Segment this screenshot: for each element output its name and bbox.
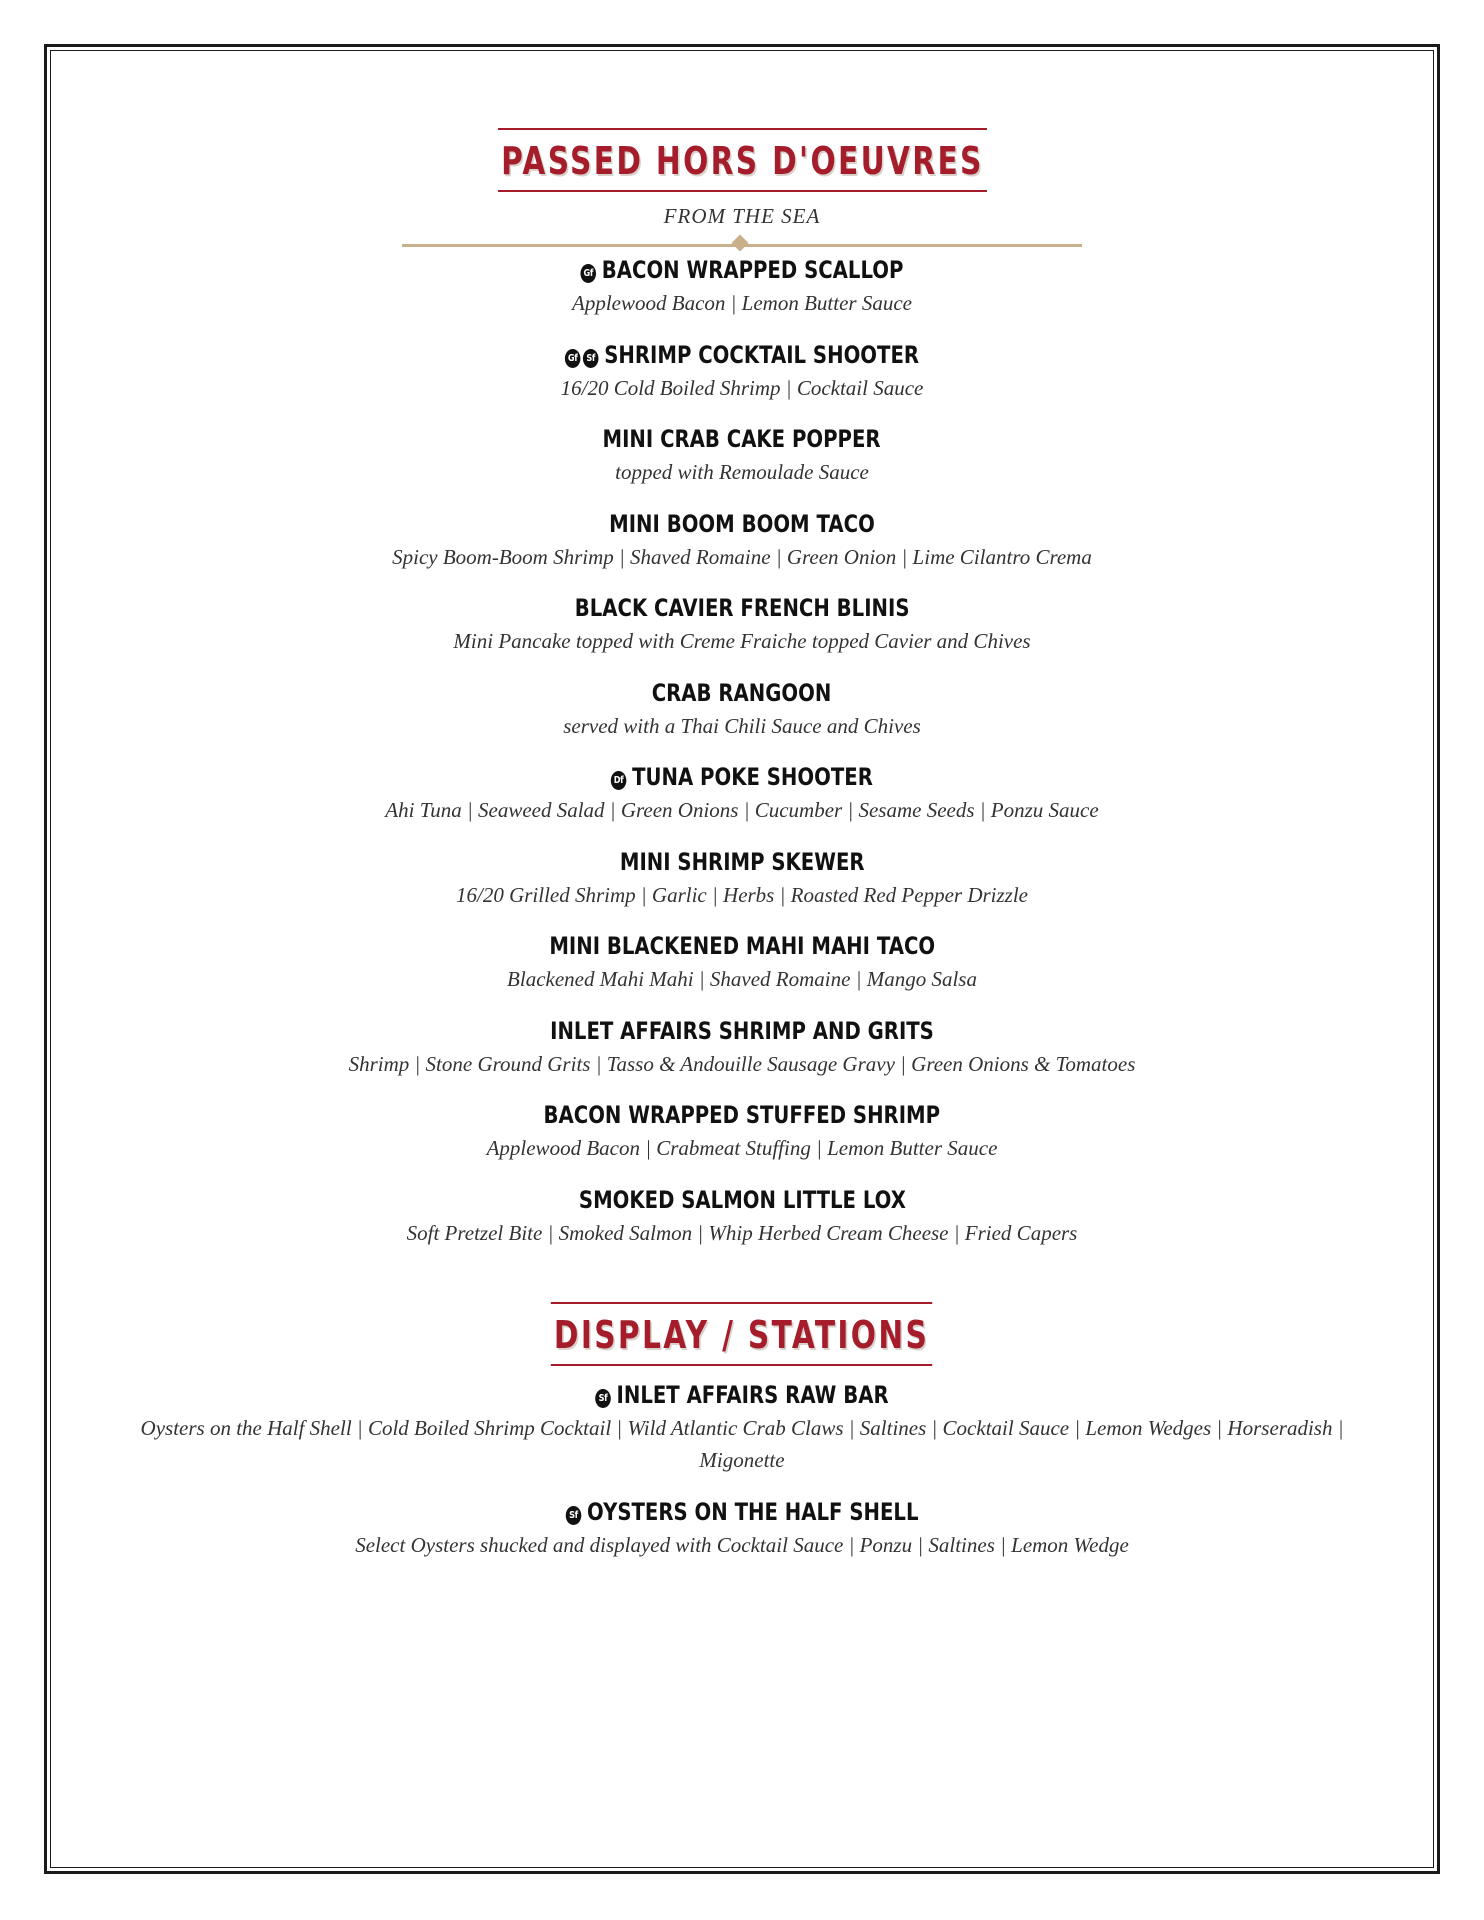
menu-item-name — [544, 1100, 941, 1130]
menu-item-name — [575, 593, 910, 623]
menu-item-name — [620, 847, 865, 877]
menu-item-name-text: MINI CRAB CAKE POPPER — [602, 425, 882, 454]
menu-item-name — [611, 762, 873, 792]
menu-item — [60, 1016, 1424, 1081]
menu-item-list — [60, 255, 1424, 1250]
menu-item-name — [565, 340, 919, 370]
section-title: PASSED HORS D'OEUVRES — [498, 128, 987, 192]
menu-item-name-text: OYSTERS ON THE HALF SHELL — [586, 1497, 919, 1526]
dietary-badge-icon: Sf — [595, 1389, 611, 1408]
menu-item-name-text: MINI BOOM BOOM TACO — [609, 509, 875, 538]
menu-item — [60, 762, 1424, 827]
menu-item — [60, 1380, 1424, 1477]
diamond-icon — [732, 235, 749, 252]
menu-item-name-text: CRAB RANGOON — [652, 678, 832, 707]
menu-item — [60, 847, 1424, 912]
menu-item-name-text: TUNA POKE SHOOTER — [632, 763, 874, 792]
dietary-badge-icon: Sf — [566, 1506, 582, 1525]
section-title: DISPLAY / STATIONS — [551, 1302, 932, 1366]
dietary-badge-icon: Gf — [565, 349, 581, 368]
menu-item-description: Select Oysters shucked and displayed with Cocktail Sauce | Ponzu | Saltines | Lemon Wedge — [355, 1532, 1129, 1557]
menu-item-description: Soft Pretzel Bite | Smoked Salmon | Whip Herbed Cream Cheese | Fried Capers — [406, 1221, 1078, 1246]
menu-item-name — [578, 1185, 905, 1215]
menu-item-name-text: MINI SHRIMP SKEWER — [619, 847, 865, 876]
menu-item-name — [609, 509, 875, 539]
menu-item-name — [652, 678, 832, 708]
menu-content — [60, 128, 1424, 1581]
menu-item — [60, 340, 1424, 405]
section-subtitle: FROM THE SEA — [663, 204, 821, 228]
menu-item-description: Applewood Bacon | Crabmeat Stuffing | Lemon Butter Sauce — [486, 1136, 998, 1161]
menu-item — [60, 1185, 1424, 1250]
section-display-stations — [60, 1302, 1424, 1562]
menu-item-name — [550, 1016, 934, 1046]
menu-item-name-text: SMOKED SALMON LITTLE LOX — [578, 1186, 906, 1215]
menu-item — [60, 424, 1424, 489]
menu-item-description: topped with Remoulade Sauce — [615, 460, 869, 485]
ornamental-divider — [402, 237, 1082, 253]
menu-item-description: Shrimp | Stone Ground Grits | Tasso & Andouille Sausage Gravy | Green Onions & Tomatoes — [348, 1051, 1136, 1076]
dietary-badge-icon: Df — [611, 771, 627, 790]
menu-item-description: 16/20 Cold Boiled Shrimp | Cocktail Sauce — [560, 375, 924, 400]
menu-item-name — [566, 1497, 919, 1527]
menu-item-name — [595, 1380, 888, 1410]
menu-item-description: Ahi Tuna | Seaweed Salad | Green Onions | Cucumber | Sesame Seeds | Ponzu Sauce — [385, 798, 1099, 823]
menu-item-name-text: BLACK CAVIER FRENCH BLINIS — [574, 594, 910, 623]
menu-item — [60, 678, 1424, 743]
menu-item-name-text: BACON WRAPPED STUFFED SHRIMP — [543, 1101, 941, 1130]
menu-item-description: Spicy Boom-Boom Shrimp | Shaved Romaine | Green Onion | Lime Cilantro Crema — [392, 544, 1092, 569]
menu-item-name — [603, 424, 881, 454]
menu-item-description: Oysters on the Half Shell | Cold Boiled Shrimp Cocktail | Wild Atlantic Crab Claws | Saltines | Cocktail Sauce | Lemon Wedges | Horseradish | Migonette — [140, 1415, 1344, 1473]
menu-item-list — [60, 1380, 1424, 1562]
menu-item-name-text: SHRIMP COCKTAIL SHOOTER — [604, 340, 920, 369]
menu-item — [60, 509, 1424, 574]
section-passed-hors-doeuvres — [60, 128, 1424, 1250]
menu-item — [60, 593, 1424, 658]
menu-item-name-text: INLET AFFAIRS RAW BAR — [616, 1380, 889, 1409]
menu-item-description: 16/20 Grilled Shrimp | Garlic | Herbs | Roasted Red Pepper Drizzle — [455, 882, 1028, 907]
menu-item — [60, 1100, 1424, 1165]
menu-item — [60, 255, 1424, 320]
dietary-badge-icon: Gf — [580, 264, 596, 283]
menu-item-name — [549, 931, 935, 961]
menu-item-name — [580, 255, 903, 285]
menu-item-name-text: BACON WRAPPED SCALLOP — [601, 256, 904, 284]
menu-item-description: served with a Thai Chili Sauce and Chives — [563, 713, 921, 738]
menu-item-description: Blackened Mahi Mahi | Shaved Romaine | Mango Salsa — [507, 967, 977, 992]
menu-item — [60, 1497, 1424, 1562]
menu-item-description: Mini Pancake topped with Creme Fraiche topped Cavier and Chives — [453, 629, 1031, 654]
menu-item-name-text: MINI BLACKENED MAHI MAHI TACO — [549, 932, 935, 961]
menu-item-description: Applewood Bacon | Lemon Butter Sauce — [572, 291, 912, 315]
menu-item — [60, 931, 1424, 996]
menu-item-name-text: INLET AFFAIRS SHRIMP AND GRITS — [550, 1016, 934, 1045]
dietary-badge-icon: Sf — [583, 349, 599, 368]
